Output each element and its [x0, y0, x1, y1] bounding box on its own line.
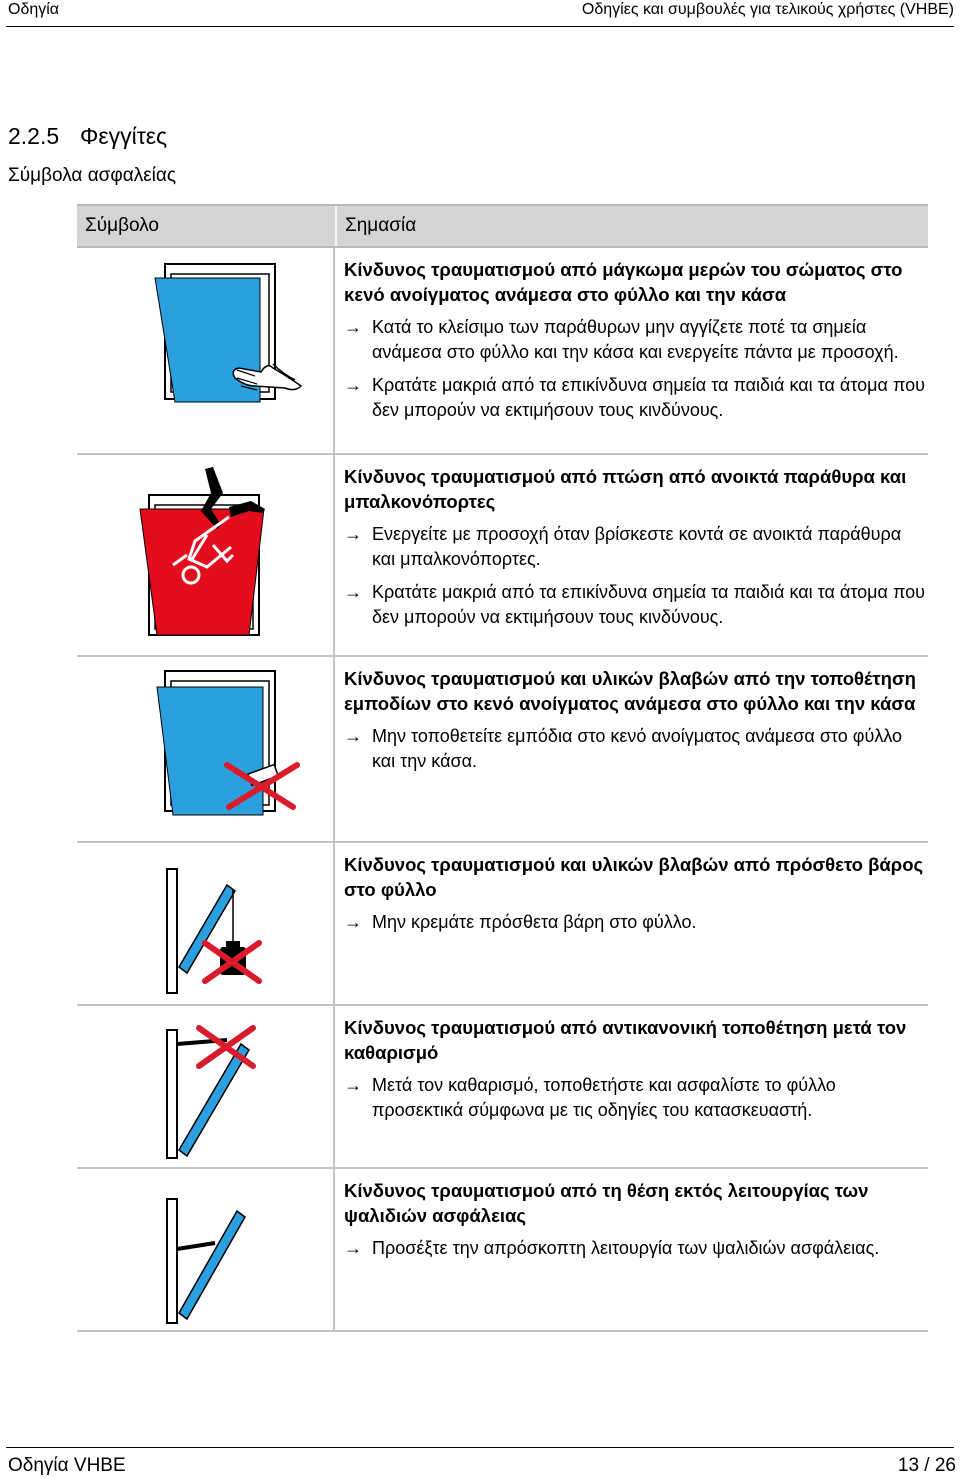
header-doc-title: Οδηγίες και συμβουλές για τελικούς χρήστες (VHBE)	[581, 1, 954, 18]
arrow-right-icon: →	[344, 1238, 362, 1258]
column-header-symbol: Σύμβολο	[77, 206, 337, 246]
instruction-text: Μην κρεμάτε πρόσθετα βάρη στο φύλλο.	[372, 912, 697, 932]
instruction	[344, 522, 928, 572]
hazard-title: Κίνδυνος τραυματισμού από μάγκωμα μερών του σώματος στο κενό ανοίγματος ανάμεσα στο φύλλο και την κάσα	[344, 259, 903, 305]
instruction-text: Προσέξτε την απρόσκοπτη λειτουργία των ψαλιδιών ασφάλειας.	[372, 1238, 880, 1258]
table-row	[77, 1169, 928, 1332]
meaning-cell	[335, 843, 928, 1004]
meaning-cell	[335, 248, 928, 453]
improper-mounting-prohibited-icon	[77, 1006, 335, 1169]
instruction-text: Κρατάτε μακριά από τα επικίνδυνα σημεία τα παιδιά και τα άτομα που δεν μπορούν να εκτιμήσουν τους κινδύνους.	[372, 582, 925, 627]
column-header-meaning: Σημασία	[345, 215, 417, 236]
instruction	[344, 910, 928, 935]
instruction	[344, 315, 928, 365]
section-title	[8, 123, 167, 150]
meaning-cell	[335, 455, 928, 655]
table-row	[77, 248, 928, 455]
arrow-right-icon: →	[344, 582, 362, 602]
arrow-right-icon: →	[344, 317, 362, 337]
safety-scissors-icon	[77, 1169, 335, 1332]
footer-doc-name: Οδηγία VHBE	[8, 1455, 126, 1476]
hazard-title: Κίνδυνος τραυματισμού από πτώση από ανοικτά παράθυρα και μπαλκονόπορτες	[344, 466, 907, 512]
instruction-text: Ενεργείτε με προσοχή όταν βρίσκεστε κοντά σε ανοικτά παράθυρα και μπαλκονόπορτες.	[372, 524, 902, 569]
instruction	[344, 580, 928, 630]
arrow-right-icon: →	[344, 375, 362, 395]
section-name: Φεγγίτες	[80, 123, 168, 149]
arrow-right-icon: →	[344, 524, 362, 544]
person-falling-window-icon	[77, 455, 335, 657]
symbol-cell	[77, 1169, 335, 1330]
header-divider	[6, 26, 954, 27]
symbol-cell	[77, 657, 335, 841]
symbol-cell	[77, 248, 335, 453]
instruction	[344, 724, 928, 774]
symbol-cell	[77, 843, 335, 1004]
hand-pinch-window-icon	[77, 248, 335, 455]
instruction-text: Κατά το κλείσιμο των παράθυρων μην αγγίζετε ποτέ τα σημεία ανάμεσα στο φύλλο και την κάσα και ενεργείτε πάντα με προσοχή.	[372, 317, 899, 362]
table-row	[77, 657, 928, 843]
footer-divider	[6, 1447, 954, 1448]
section-number: 2.2.5	[8, 123, 60, 149]
meaning-cell	[335, 1169, 928, 1330]
table-row	[77, 1006, 928, 1169]
instruction-text: Μετά τον καθαρισμό, τοποθετήστε και ασφαλίστε το φύλλο προσεκτικά σύμφωνα με τις οδηγίες του κατασκευαστή.	[372, 1075, 836, 1120]
arrow-right-icon: →	[344, 912, 362, 932]
obstacle-gap-prohibited-icon	[77, 657, 335, 843]
meaning-cell	[335, 657, 928, 841]
table-row	[77, 455, 928, 657]
safety-symbols-table	[77, 204, 928, 1332]
meaning-cell	[335, 1006, 928, 1167]
page-number: 13 / 26	[897, 1455, 956, 1476]
hazard-title: Κίνδυνος τραυματισμού και υλικών βλαβών από την τοποθέτηση εμποδίων στο κενό ανοίγματος ανάμεσα στο φύλλο και την κάσα	[344, 668, 916, 714]
instruction	[344, 1073, 928, 1123]
hazard-title: Κίνδυνος τραυματισμού από αντικανονική τοποθέτηση μετά τον καθαρισμό	[344, 1017, 907, 1063]
instruction	[344, 1236, 928, 1261]
arrow-right-icon: →	[344, 726, 362, 746]
symbol-cell	[77, 455, 335, 655]
instruction-text: Μην τοποθετείτε εμπόδια στο κενό ανοίγματος ανάμεσα στο φύλλο και την κάσα.	[372, 726, 903, 771]
hazard-title: Κίνδυνος τραυματισμού και υλικών βλαβών από πρόσθετο βάρος στο φύλλο	[344, 854, 924, 900]
table-header	[77, 204, 928, 248]
instruction-text: Κρατάτε μακριά από τα επικίνδυνα σημεία τα παιδιά και τα άτομα που δεν μπορούν να εκτιμήσουν τους κινδύνους.	[372, 375, 925, 420]
weight-on-sash-prohibited-icon	[77, 843, 335, 1006]
header-doc-type: Οδηγία	[8, 1, 60, 18]
symbol-cell	[77, 1006, 335, 1167]
hazard-title: Κίνδυνος τραυματισμού από τη θέση εκτός λειτουργίας των ψαλιδιών ασφάλειας	[344, 1180, 869, 1226]
arrow-right-icon: →	[344, 1075, 362, 1095]
table-row	[77, 843, 928, 1006]
instruction	[344, 373, 928, 423]
section-subtitle: Σύμβολα ασφαλείας	[8, 165, 177, 186]
